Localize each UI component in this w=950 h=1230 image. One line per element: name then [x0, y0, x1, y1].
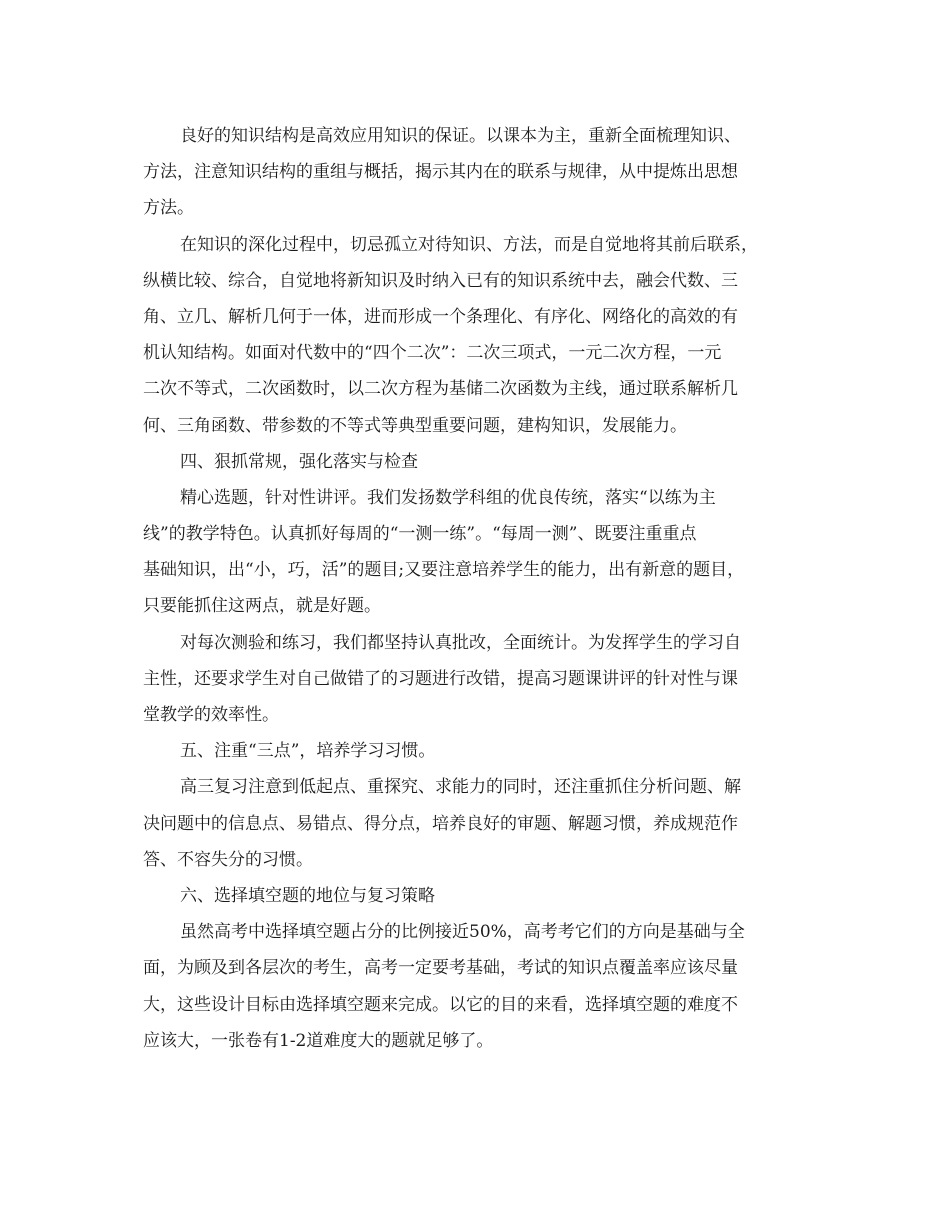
section-heading: 五、注重“三点”，培养学习习惯。 — [180, 741, 436, 762]
text-line: 机认知结构。如面对代数中的“四个二次”：二次三项式，一元二次方程，一元 — [143, 343, 722, 364]
text-line: 决问题中的信息点、易错点、得分点，培养良好的审题、解题习惯，养成规范作 — [143, 813, 738, 834]
text-line: 角、立几、解析几何于一体，进而形成一个条理化、有序化、网络化的高效的有 — [143, 306, 738, 327]
text-line: 方法，注意知识结构的重组与概括，揭示其内在的联系与规律，从中提炼出思想 — [143, 162, 738, 183]
text-line: 虽然高考中选择填空题占分的比例接近50%，高考考它们的方向是基础与全 — [180, 922, 745, 943]
text-line: 只要能抓住这两点，就是好题。 — [143, 596, 381, 617]
section-heading: 四、狠抓常规，强化落实与检查 — [180, 451, 418, 472]
text-line: 高三复习注意到低起点、重探究、求能力的同时，还注重抓住分析问题、解 — [180, 777, 741, 798]
text-line: 对每次测验和练习，我们都坚持认真批改，全面统计。为发挥学生的学习自 — [180, 632, 741, 653]
text-line: 二次不等式，二次函数时，以二次方程为基储二次函数为主线，通过联系解析几 — [143, 379, 738, 400]
text-line: 答、不容失分的习惯。 — [143, 849, 313, 870]
text-line: 良好的知识结构是高效应用知识的保证。以课本为主，重新全面梳理知识、 — [180, 126, 741, 146]
text-line: 何、三角函数、带参数的不等式等典型重要问题，建构知识，发展能力。 — [143, 415, 687, 436]
text-line: 线”的教学特色。认真抓好每周的“一测一练”。“每周一测”、既要注重重点 — [143, 524, 697, 545]
text-line: 大，这些设计目标由选择填空题来完成。以它的目的来看，选择填空题的难度不 — [143, 994, 738, 1015]
text-line: 纵横比较、综合，自觉地将新知识及时纳入已有的知识系统中去，融会代数、三 — [143, 270, 738, 291]
document-body — [143, 118, 808, 1059]
text-line: 方法。 — [143, 198, 194, 219]
section-heading: 六、选择填空题的地位与复习策略 — [180, 885, 435, 906]
text-line: 应该大，一张卷有1-2道难度大的题就足够了。 — [143, 1030, 494, 1051]
text-line: 面，为顾及到各层次的考生，高考一定要考基础，考试的知识点覆盖率应该尽量 — [143, 958, 738, 979]
text-line: 在知识的深化过程中，切忌孤立对待知识、方法，而是自觉地将其前后联系， — [180, 234, 758, 255]
text-line: 基础知识，出“小，巧，活”的题目;又要注意培养学生的能力，出有新意的题目， — [143, 560, 745, 581]
text-line: 堂教学的效率性。 — [143, 705, 279, 725]
text-line: 精心选题，针对性讲评。我们发扬数学科组的优良传统，落实“以练为主 — [180, 487, 716, 508]
text-line: 主性，还要求学生对自己做错了的习题进行改错，提高习题课讲评的针对性与课 — [143, 668, 738, 689]
